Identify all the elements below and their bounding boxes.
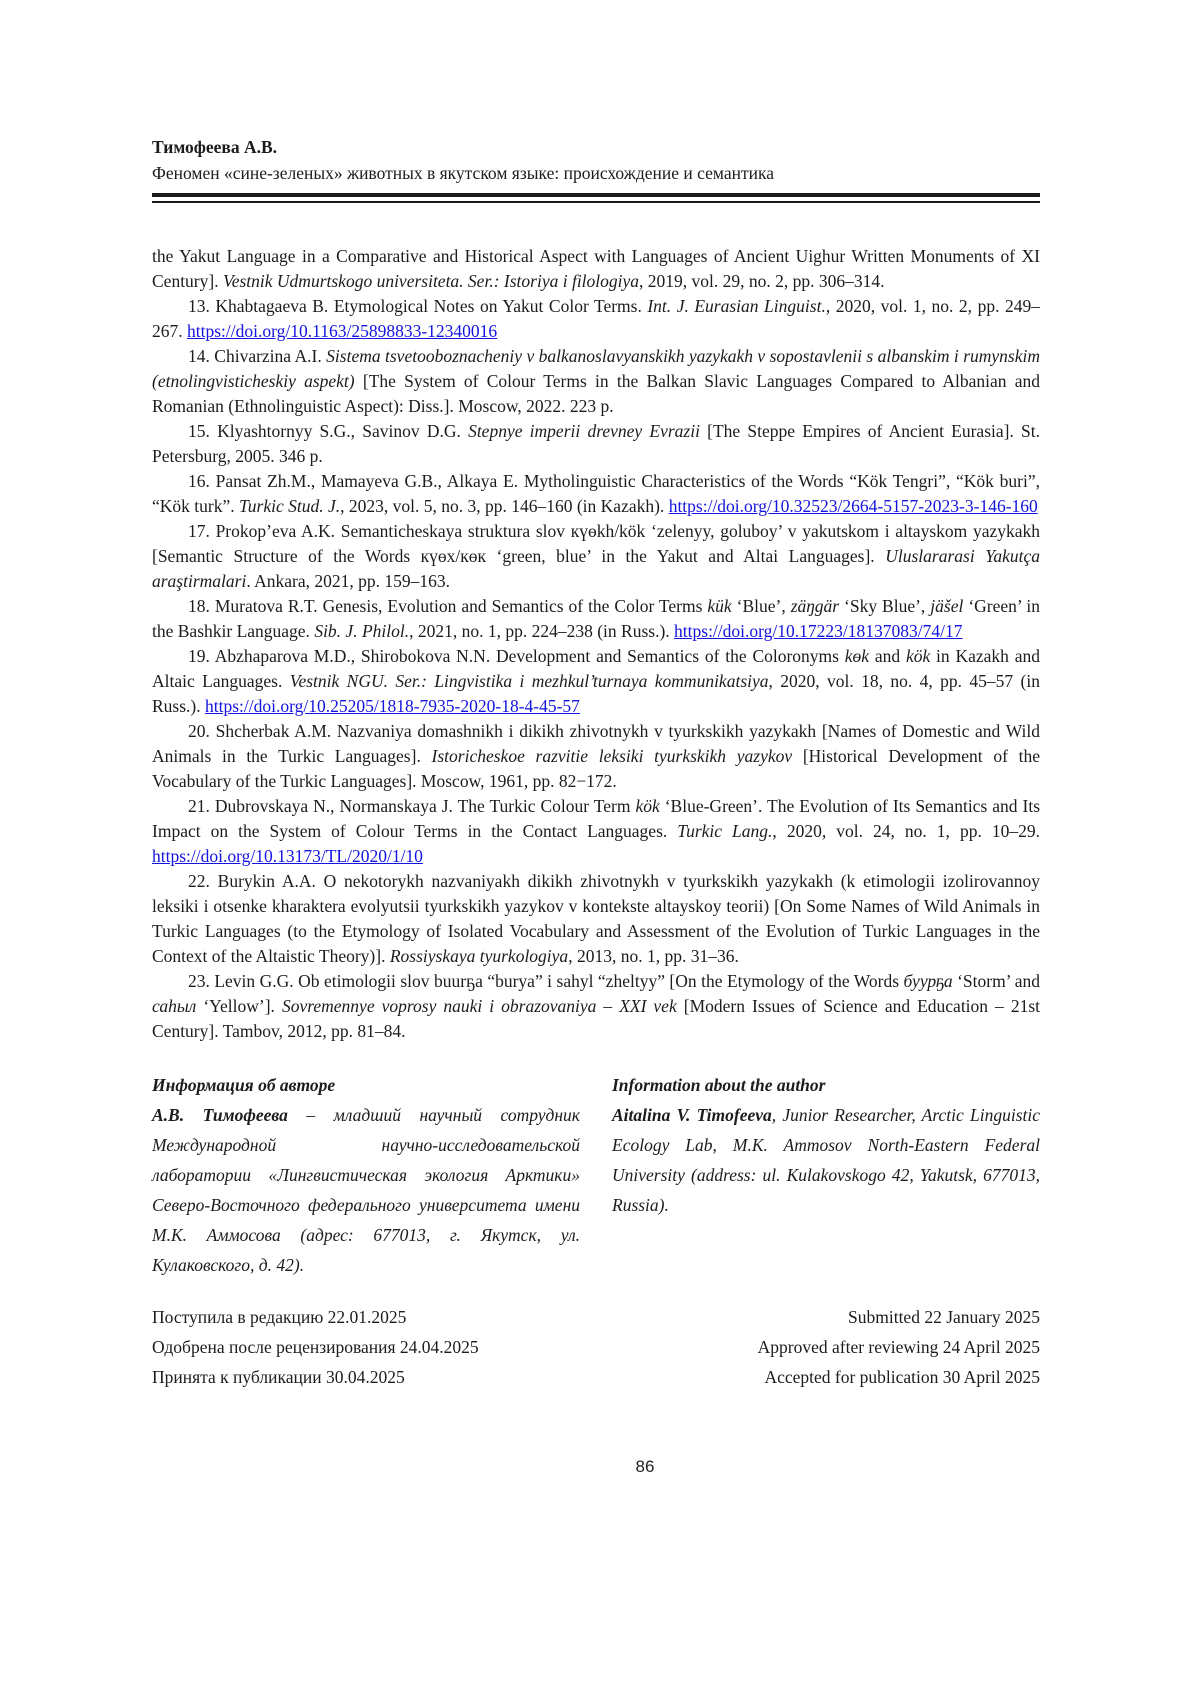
text-segment: [The Steppe Empires of Ancient Eurasia]. St. Petersburg, 2005. 346 p.	[152, 421, 1041, 466]
text-segment: , 2020, vol. 1, no. 2, pp. 249–267.	[152, 296, 1040, 341]
author-info-ru	[152, 1070, 580, 1280]
reference-continuation	[152, 244, 1040, 294]
text-segment: 20. Shcherbak A.M. Nazvaniya domashnikh i dikikh zhivotnykh v tyurkskikh yazykakh [Names of Domestic and Wild Animals in the Turkic Languages].	[152, 721, 1040, 766]
author-info-en-body	[612, 1100, 1040, 1220]
text-segment: 22. Burykin A.A. O nekotorykh nazvaniyakh dikikh zhivotnykh v tyurkskikh yazykakh (k etimologii izolirovannoy leksiki i otsenke kharaktera evolyutsii tyurkskikh yazykov v kontekste altayskoy teorii) [On Some Names of Wild Animals in Turkic Languages (to the Etymology of Isolated Vocabulary and Assessment of the Evolution of Turkic Languages in the Context of the Altaistic Theory)].	[152, 871, 1040, 966]
text-segment: jäšel	[930, 596, 964, 616]
text-segment: . Ankara, 2021, pp. 159–163.	[246, 571, 450, 591]
author-info-section	[152, 1070, 1040, 1280]
header-article-title: Феномен «сине-зеленых» животных в якутском языке: происхождение и семантика	[152, 163, 774, 183]
text-segment: Stepnye imperii drevney Evrazii	[468, 421, 700, 441]
text-segment: [Modern Issues of Science and Education – 21st Century]. Tambov, 2012, pp. 81–84.	[152, 996, 1040, 1041]
running-header	[152, 134, 1040, 203]
text-segment: Vestnik NGU. Ser.: Lingvistika i mezhkul’turnaya kommunikatsiya	[289, 671, 769, 691]
text-segment: 15. Klyashtornyy S.G., Savinov D.G.	[188, 421, 469, 441]
doi-link[interactable]: https://doi.org/10.25205/1818-7935-2020-18-4-45-57	[205, 696, 580, 716]
text-segment: 19. Abzhaparova M.D., Shirobokova N.N. Development and Semantics of the Coloronyms	[188, 646, 845, 666]
reference-item-15	[152, 419, 1040, 469]
text-segment: Turkic Stud. J.	[239, 496, 341, 516]
text-segment: А.В. Тимофеева	[152, 1105, 288, 1125]
date-approved-ru: Одобрена после рецензирования 24.04.2025	[152, 1337, 479, 1357]
author-info-ru-body	[152, 1100, 580, 1280]
reference-item-16	[152, 469, 1040, 519]
reference-item-22	[152, 869, 1040, 969]
date-received-ru: Поступила в редакцию 22.01.2025	[152, 1307, 407, 1327]
text-segment: 21. Dubrovskaya N., Normanskaya J. The Turkic Colour Term	[188, 796, 636, 816]
doi-link[interactable]: https://doi.org/10.13173/TL/2020/1/10	[152, 846, 423, 866]
author-info-en-heading: Information about the author	[612, 1075, 826, 1095]
text-segment: 17. Prokop’eva A.K. Semanticheskaya struktura slov күөkh/kök ‘zelenyy, goluboy’ v yakutskom i altayskom yazykakh [Semantic Structure of the Words күөх/көк ‘green, blue’ in the Yakut and Altai Languages].	[152, 521, 1040, 566]
reference-item-23	[152, 969, 1040, 1044]
text-segment: [The System of Colour Terms in the Balkan Slavic Languages Compared to Albanian and Romanian (Ethnolinguistic Aspect): Diss.]. Moscow, 2022. 223 p.	[152, 371, 1040, 416]
text-segment: Sistema tsvetooboznacheniy v balkanoslavyanskikh yazykakh v sopostavlenii s albanskim i rumynskim (etnolingvisticheskiy aspekt)	[152, 346, 1041, 391]
text-segment: , 2019, vol. 29, no. 2, pp. 306–314.	[639, 271, 885, 291]
date-approved-en: Approved after reviewing 24 April 2025	[757, 1337, 1040, 1357]
text-segment: Turkic Lang.	[677, 821, 773, 841]
text-segment: , Junior Researcher, Arctic Linguistic Ecology Lab, M.K. Ammosov North-Eastern Federal University (address: ul. Kulakovskogo 42, Yakutsk, 677013, Russia).	[612, 1105, 1040, 1215]
text-segment: ‘Green’ in the Bashkir Language.	[152, 596, 1041, 641]
page-number: 86	[635, 1457, 655, 1476]
text-segment: kök	[905, 646, 931, 666]
text-segment: Aitalina V. Timofeeva	[612, 1105, 772, 1125]
text-segment: 13. Khabtagaeva B. Etymological Notes on Yakut Color Terms.	[188, 296, 648, 316]
text-segment: буурҕа	[903, 971, 953, 991]
date-accepted-en: Accepted for publication 30 April 2025	[764, 1367, 1040, 1387]
text-segment: саһыл	[152, 996, 197, 1016]
author-info-ru-heading: Информация об авторе	[152, 1075, 336, 1095]
doi-link[interactable]: https://doi.org/10.17223/18137083/74/17	[674, 621, 963, 641]
text-segment: ‘Sky Blue’,	[839, 596, 931, 616]
text-segment: kök	[635, 796, 660, 816]
reference-item-19	[152, 644, 1040, 719]
text-segment: Sovremennye voprosy nauki i obrazovaniya – XXI vek	[281, 996, 677, 1016]
text-segment: Vestnik Udmurtskogo universiteta. Ser.: Istoriya i filologiya	[222, 271, 640, 291]
reference-item-14	[152, 344, 1040, 419]
text-segment: , 2020, vol. 18, no. 4, pp. 45–57 (in Russ.).	[152, 671, 1040, 716]
dates-section	[152, 1302, 1040, 1392]
text-segment: – младший научный сотрудник Международной научно-исследовательской лаборатории «Лингвистическая экология Арктики» Северо-Восточного федерального университета имени М.К. Аммосова (адрес: 677013, г. Якутск, ул. Кулаковского, д. 42).	[152, 1105, 580, 1275]
reference-item-18	[152, 594, 1040, 644]
dates-ru	[152, 1302, 479, 1392]
text-segment: 14. Chivarzina A.I.	[188, 346, 327, 366]
doi-link[interactable]: https://doi.org/10.32523/2664-5157-2023-3-146-160	[668, 496, 1038, 516]
text-segment: , 2020, vol. 24, no. 1, pp. 10–29.	[772, 821, 1040, 841]
doi-link[interactable]: https://doi.org/10.1163/25898833-12340016	[187, 321, 498, 341]
text-segment: 16. Pansat Zh.M., Mamayeva G.B., Alkaya E. Mytholinguistic Characteristics of the Words “Kök Tengri”, “Kök buri”, “Kök turk”.	[152, 471, 1040, 516]
text-segment: , 2023, vol. 5, no. 3, pp. 146–160 (in Kazakh).	[340, 496, 669, 516]
text-segment: Uluslararasi Yakutça araştirmalari	[152, 546, 1040, 591]
header-divider	[152, 193, 1040, 203]
date-submitted-en: Submitted 22 January 2025	[848, 1307, 1040, 1327]
text-segment: , 2013, no. 1, pp. 31–36.	[568, 946, 739, 966]
text-segment: in Kazakh and Altaic Languages.	[152, 646, 1040, 691]
reference-item-21	[152, 794, 1040, 869]
references-list	[152, 244, 1040, 1044]
reference-item-17	[152, 519, 1040, 594]
dates-en	[758, 1302, 1040, 1392]
reference-item-20	[152, 719, 1040, 794]
text-segment: kük	[707, 596, 732, 616]
date-accepted-ru: Принята к публикации 30.04.2025	[152, 1367, 405, 1387]
text-segment: kөk	[844, 646, 870, 666]
header-author: Тимофеева А.В.	[152, 137, 278, 157]
text-segment: zäŋgär	[790, 596, 840, 616]
text-segment: [Historical Development of the Vocabulary of the Turkic Languages]. Moscow, 1961, pp. 82−172.	[152, 746, 1040, 791]
text-segment: 18. Muratova R.T. Genesis, Evolution and Semantics of the Color Terms	[188, 596, 708, 616]
text-segment: ‘Yellow’].	[196, 996, 282, 1016]
reference-item-13	[152, 294, 1040, 344]
author-info-en	[612, 1070, 1040, 1280]
text-segment: ‘Storm’ and	[952, 971, 1040, 991]
text-segment: ‘Blue’,	[731, 596, 791, 616]
text-segment: 23. Levin G.G. Ob etimologii slov buurҕa “burya” i sahyl “zheltyy” [On the Etymology of the Words	[188, 971, 904, 991]
text-segment: Int. J. Eurasian Linguist.	[647, 296, 826, 316]
text-segment: , 2021, no. 1, pp. 224–238 (in Russ.).	[409, 621, 675, 641]
text-segment: ‘Blue-Green’. The Evolution of Its Semantics and Its Impact on the System of Colour Terms in the Contact Languages.	[152, 796, 1040, 841]
text-segment: Sib. J. Philol.	[314, 621, 410, 641]
text-segment: Rossiyskaya tyurkologiya	[389, 946, 569, 966]
text-segment: the Yakut Language in a Comparative and Historical Aspect with Languages of Ancient Uighur Written Monuments of XI Century].	[152, 246, 1040, 291]
text-segment: and	[869, 646, 906, 666]
text-segment: Istoricheskoe razvitie leksiki tyurkskikh yazykov	[431, 746, 793, 766]
